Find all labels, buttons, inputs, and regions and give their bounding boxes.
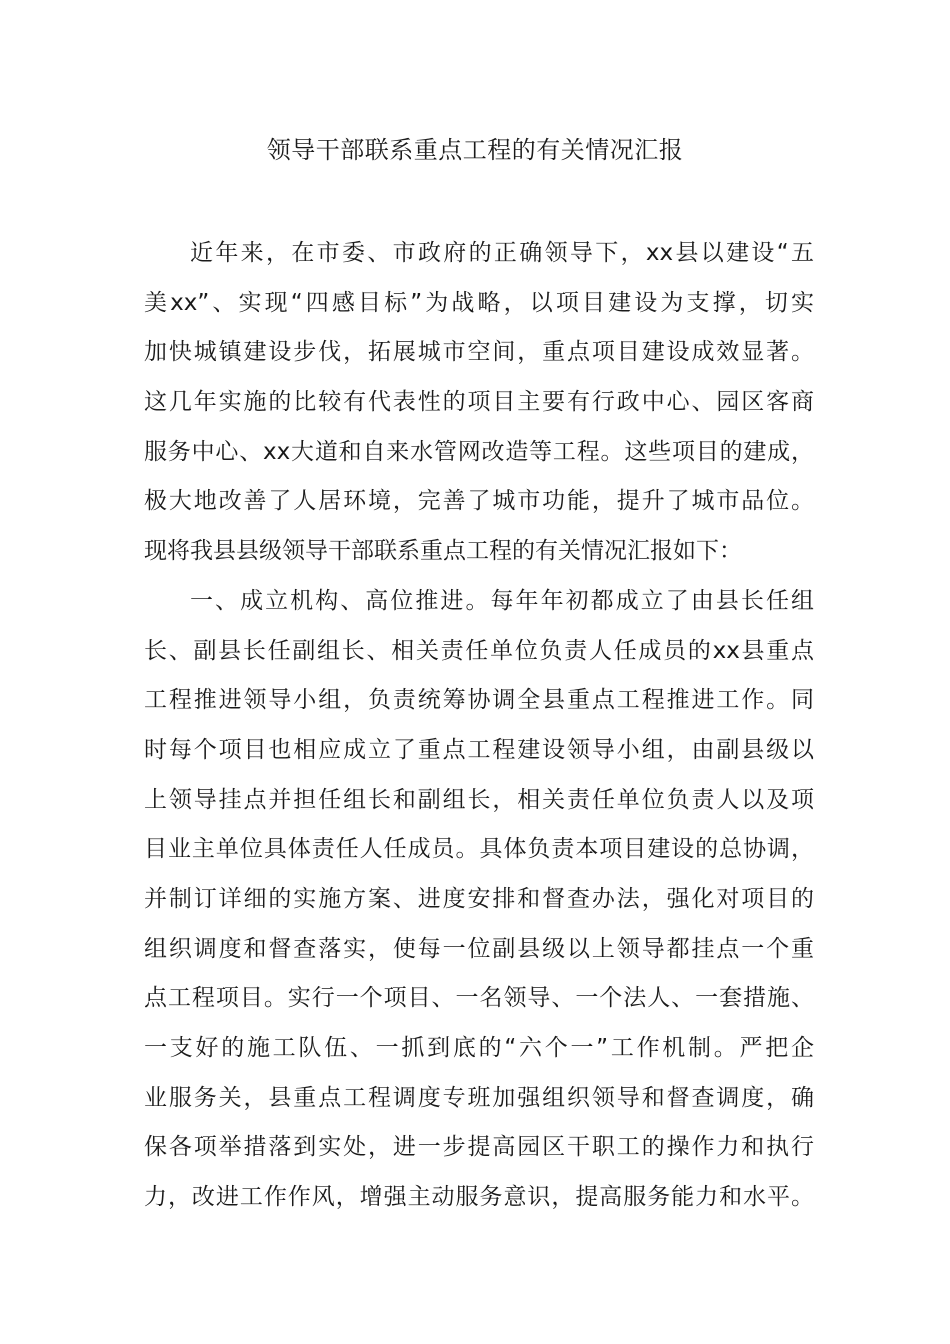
paragraph-2-line-5: 上领导挂点并担任组长和副组长，相关责任单位负责人以及项 xyxy=(144,786,814,813)
document-title: 领导干部联系重点工程的有关情况汇报 xyxy=(266,136,684,164)
paragraph-1-line-4: 这几年实施的比较有代表性的项目主要有行政中心、园区客商 xyxy=(144,389,814,416)
paragraph-1-line-3: 加快城镇建设步伐，拓展城市空间，重点项目建设成效显著。 xyxy=(144,339,814,366)
paragraph-1-line-6: 极大地改善了人居环境，完善了城市功能，提升了城市品位。 xyxy=(144,488,814,515)
paragraph-2-line-13: 力，改进工作作风，增强主动服务意识，提高服务能力和水平。 xyxy=(144,1184,814,1211)
paragraph-2-line-1: 一、成立机构、高位推进。每年年初都成立了由县长任组 xyxy=(190,587,814,614)
document-body xyxy=(144,229,814,1223)
paragraph-2-line-9: 点工程项目。实行一个项目、一名领导、一个法人、一套措施、 xyxy=(144,985,814,1012)
paragraph-2-line-3: 工程推进领导小组，负责统筹协调全县重点工程推进工作。同 xyxy=(144,687,814,714)
paragraph-2-line-11: 业服务关，县重点工程调度专班加强组织领导和督查调度，确 xyxy=(144,1084,814,1111)
paragraph-2-line-12: 保各项举措落到实处，进一步提高园区干职工的操作力和执行 xyxy=(144,1134,814,1161)
paragraph-1-line-7: 现将我县县级领导干部联系重点工程的有关情况汇报如下： xyxy=(144,538,742,565)
paragraph-2-line-8: 组织调度和督查落实，使每一位副县级以上领导都挂点一个重 xyxy=(144,935,814,962)
paragraph-2-line-4: 时每个项目也相应成立了重点工程建设领导小组，由副县级以 xyxy=(144,736,814,763)
paragraph-2-line-2: 长、副县长任副组长、相关责任单位负责人任成员的xx县重点 xyxy=(144,637,814,664)
paragraph-1-line-1: 近年来，在市委、市政府的正确领导下，xx县以建设“五 xyxy=(190,240,814,266)
paragraph-2-line-6: 目业主单位具体责任人任成员。具体负责本项目建设的总协调， xyxy=(144,836,814,863)
paragraph-2-line-7: 并制订详细的实施方案、进度安排和督查办法，强化对项目的 xyxy=(144,885,814,912)
paragraph-1-line-2: 美xx”、实现“四感目标”为战略，以项目建设为支撑，切实 xyxy=(144,289,814,316)
paragraph-2-line-10: 一支好的施工队伍、一抓到底的“六个一”工作机制。严把企 xyxy=(144,1035,814,1061)
paragraph-1-line-5: 服务中心、xx大道和自来水管网改造等工程。这些项目的建成， xyxy=(144,438,814,465)
